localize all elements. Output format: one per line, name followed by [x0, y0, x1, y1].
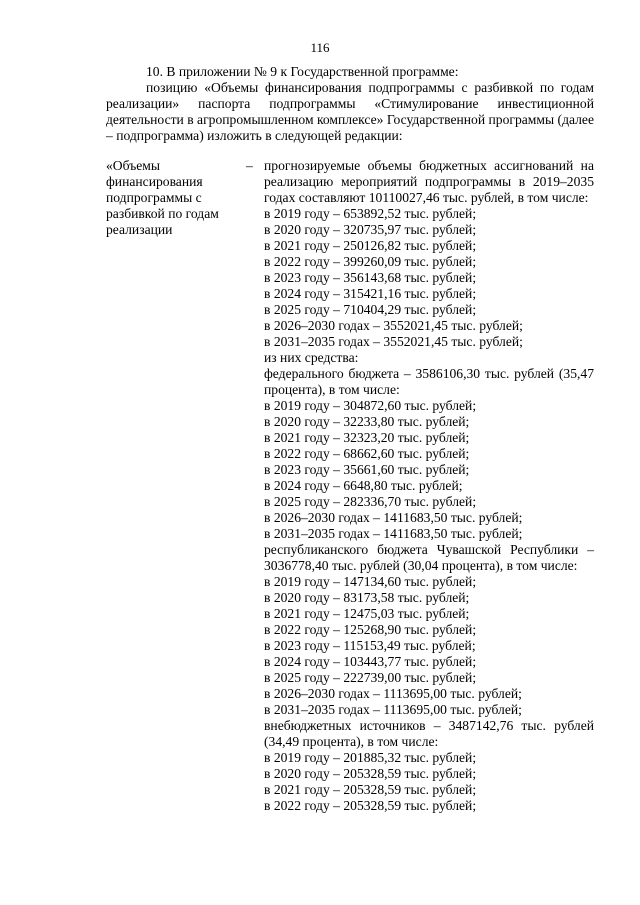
- republic-year-line: в 2024 году – 103443,77 тыс. рублей;: [264, 654, 477, 669]
- extrabudget-year-line: в 2021 году – 205328,59 тыс. рублей;: [264, 782, 477, 797]
- extrabudget-year-line: в 2019 году – 201885,32 тыс. рублей;: [264, 750, 477, 765]
- federal-budget-text: федерального бюджета – 3586106,30 тыс. рублей (35,47 процента), в том числе:: [264, 366, 594, 397]
- intro-paragraph: позицию «Объемы финансирования подпрограммы с разбивкой по годам реализации» паспорта подпрограммы «Стимулирование инвестиционной деятельности в агропромышленном комплексе» Государственной программы (далее – подпрограмма) изложить в следующей редакции:: [106, 80, 594, 143]
- extrabudget-text: внебюджетных источников – 3487142,76 тыс. рублей (34,49 процента), в том числе:: [264, 718, 594, 749]
- total-year-line: в 2022 году – 399260,09 тыс. рублей;: [264, 254, 477, 269]
- republic-year-line: в 2031–2035 годах – 1113695,00 тыс. рублей;: [264, 702, 522, 717]
- federal-year-line: в 2020 году – 32233,80 тыс. рублей;: [264, 414, 470, 429]
- financing-details: [264, 158, 594, 814]
- republic-year-line: в 2022 году – 125268,90 тыс. рублей;: [264, 622, 477, 637]
- of-which-label: из них средства:: [264, 350, 359, 365]
- extrabudget-year-line: в 2020 году – 205328,59 тыс. рублей;: [264, 766, 477, 781]
- republic-year-line: в 2021 году – 12475,03 тыс. рублей;: [264, 606, 470, 621]
- republic-year-line: в 2020 году – 83173,58 тыс. рублей;: [264, 590, 470, 605]
- federal-year-line: в 2021 году – 32323,20 тыс. рублей;: [264, 430, 470, 445]
- federal-year-line: в 2023 году – 35661,60 тыс. рублей;: [264, 462, 470, 477]
- republic-budget-text: республиканского бюджета Чувашской Республики – 3036778,40 тыс. рублей (30,04 процента), в том числе:: [264, 542, 594, 573]
- federal-year-line: в 2025 году – 282336,70 тыс. рублей;: [264, 494, 477, 509]
- federal-year-line: в 2031–2035 годах – 1411683,50 тыс. рублей;: [264, 526, 523, 541]
- republic-year-line: в 2025 году – 222739,00 тыс. рублей;: [264, 670, 477, 685]
- total-year-line: в 2021 году – 250126,82 тыс. рублей;: [264, 238, 477, 253]
- intro-item-heading: 10. В приложении № 9 к Государственной программе:: [146, 64, 459, 79]
- total-year-line: в 2023 году – 356143,68 тыс. рублей;: [264, 270, 477, 285]
- page-number: 116: [310, 40, 330, 55]
- total-year-line: в 2026–2030 годах – 3552021,45 тыс. рублей;: [264, 318, 523, 333]
- position-dash: –: [246, 158, 253, 173]
- total-year-line: в 2031–2035 годах – 3552021,45 тыс. рублей;: [264, 334, 523, 349]
- total-year-line: в 2019 году – 653892,52 тыс. рублей;: [264, 206, 477, 221]
- total-year-line: в 2020 году – 320735,97 тыс. рублей;: [264, 222, 477, 237]
- republic-year-line: в 2019 году – 147134,60 тыс. рублей;: [264, 574, 477, 589]
- federal-year-line: в 2026–2030 годах – 1411683,50 тыс. рублей;: [264, 510, 523, 525]
- total-year-line: в 2024 году – 315421,16 тыс. рублей;: [264, 286, 477, 301]
- federal-year-line: в 2019 году – 304872,60 тыс. рублей;: [264, 398, 477, 413]
- federal-year-line: в 2022 году – 68662,60 тыс. рублей;: [264, 446, 470, 461]
- republic-year-line: в 2026–2030 годах – 1113695,00 тыс. рублей;: [264, 686, 522, 701]
- total-year-line: в 2025 году – 710404,29 тыс. рублей;: [264, 302, 477, 317]
- intro-section: [106, 64, 594, 144]
- total-financing-text: прогнозируемые объемы бюджетных ассигнований на реализацию мероприятий подпрограммы в 2019–2035 годах составляют 10110027,46 тыс. рублей, в том числе:: [264, 158, 594, 205]
- republic-year-line: в 2023 году – 115153,49 тыс. рублей;: [264, 638, 476, 653]
- extrabudget-year-line: в 2022 году – 205328,59 тыс. рублей;: [264, 798, 477, 813]
- federal-year-line: в 2024 году – 6648,80 тыс. рублей;: [264, 478, 463, 493]
- position-label: «Объемы финансирования подпрограммы с разбивкой по годам реализации: [106, 158, 219, 237]
